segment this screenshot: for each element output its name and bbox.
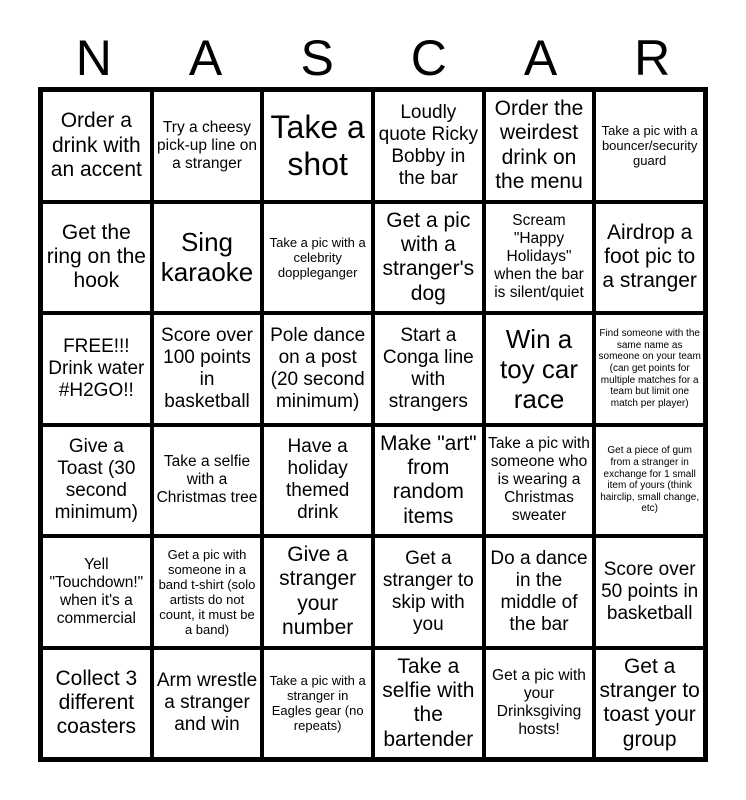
bingo-cell: Scream "Happy Holidays" when the bar is silent/quiet <box>486 204 593 312</box>
bingo-grid <box>38 87 708 762</box>
bingo-cell: Take a pic with a stranger in Eagles gear (no repeats) <box>264 650 371 758</box>
bingo-cell: Win a toy car race <box>486 315 593 423</box>
bingo-cell: Get a pic with a stranger's dog <box>375 204 482 312</box>
bingo-cell: Sing karaoke <box>154 204 261 312</box>
bingo-cell: Give a stranger your number <box>264 538 371 646</box>
bingo-cell: Get a stranger to toast your group <box>596 650 703 758</box>
bingo-cell: Make "art" from random items <box>375 427 482 535</box>
bingo-cell: Order the weirdest drink on the menu <box>486 92 593 200</box>
title-letter-s: S <box>300 30 334 86</box>
title-letter-n: N <box>75 30 112 86</box>
bingo-cell: Score over 100 points in basketball <box>154 315 261 423</box>
bingo-cell: Get a piece of gum from a stranger in exchange for 1 small item of yours (think hairclip, small change, etc) <box>596 427 703 535</box>
title-letter-a2: A <box>523 30 558 86</box>
bingo-cell: Have a holiday themed drink <box>264 427 371 535</box>
bingo-cell: Arm wrestle a stranger and win <box>154 650 261 758</box>
bingo-cell: Get the ring on the hook <box>43 204 150 312</box>
bingo-cell: Start a Conga line with strangers <box>375 315 482 423</box>
bingo-cell: Give a Toast (30 second minimum) <box>43 427 150 535</box>
bingo-cell: Take a pic with a bouncer/security guard <box>596 92 703 200</box>
bingo-cell: Get a pic with someone in a band t-shirt (solo artists do not count, it must be a band) <box>154 538 261 646</box>
bingo-cell: Take a shot <box>264 92 371 200</box>
bingo-cell: Get a pic with your Drinksgiving hosts! <box>486 650 593 758</box>
bingo-cell: Take a pic with someone who is wearing a Christmas sweater <box>486 427 593 535</box>
bingo-cell: Pole dance on a post (20 second minimum) <box>264 315 371 423</box>
bingo-cell: Take a selfie with a Christmas tree <box>154 427 261 535</box>
title-letter-a1: A <box>188 30 223 86</box>
bingo-cell: Take a pic with a celebrity doppleganger <box>264 204 371 312</box>
bingo-cell: Take a selfie with the bartender <box>375 650 482 758</box>
bingo-cell: Do a dance in the middle of the bar <box>486 538 593 646</box>
bingo-cell: Airdrop a foot pic to a stranger <box>596 204 703 312</box>
bingo-cell: Loudly quote Ricky Bobby in the bar <box>375 92 482 200</box>
title-letter-c: C <box>410 30 447 86</box>
bingo-cell: Find someone with the same name as someone on your team (can get points for multiple matches for a team but limit one match per player) <box>596 315 703 423</box>
bingo-cell: Try a cheesy pick-up line on a stranger <box>154 92 261 200</box>
bingo-cell: Collect 3 different coasters <box>43 650 150 758</box>
bingo-cell: Order a drink with an accent <box>43 92 150 200</box>
bingo-cell: FREE!!! Drink water #H2GO!! <box>43 315 150 423</box>
bingo-cell: Score over 50 points in basketball <box>596 538 703 646</box>
bingo-cell: Get a stranger to skip with you <box>375 538 482 646</box>
bingo-cell: Yell "Touchdown!" when it's a commercial <box>43 538 150 646</box>
card-title <box>38 0 708 87</box>
title-letter-r: R <box>634 30 671 86</box>
